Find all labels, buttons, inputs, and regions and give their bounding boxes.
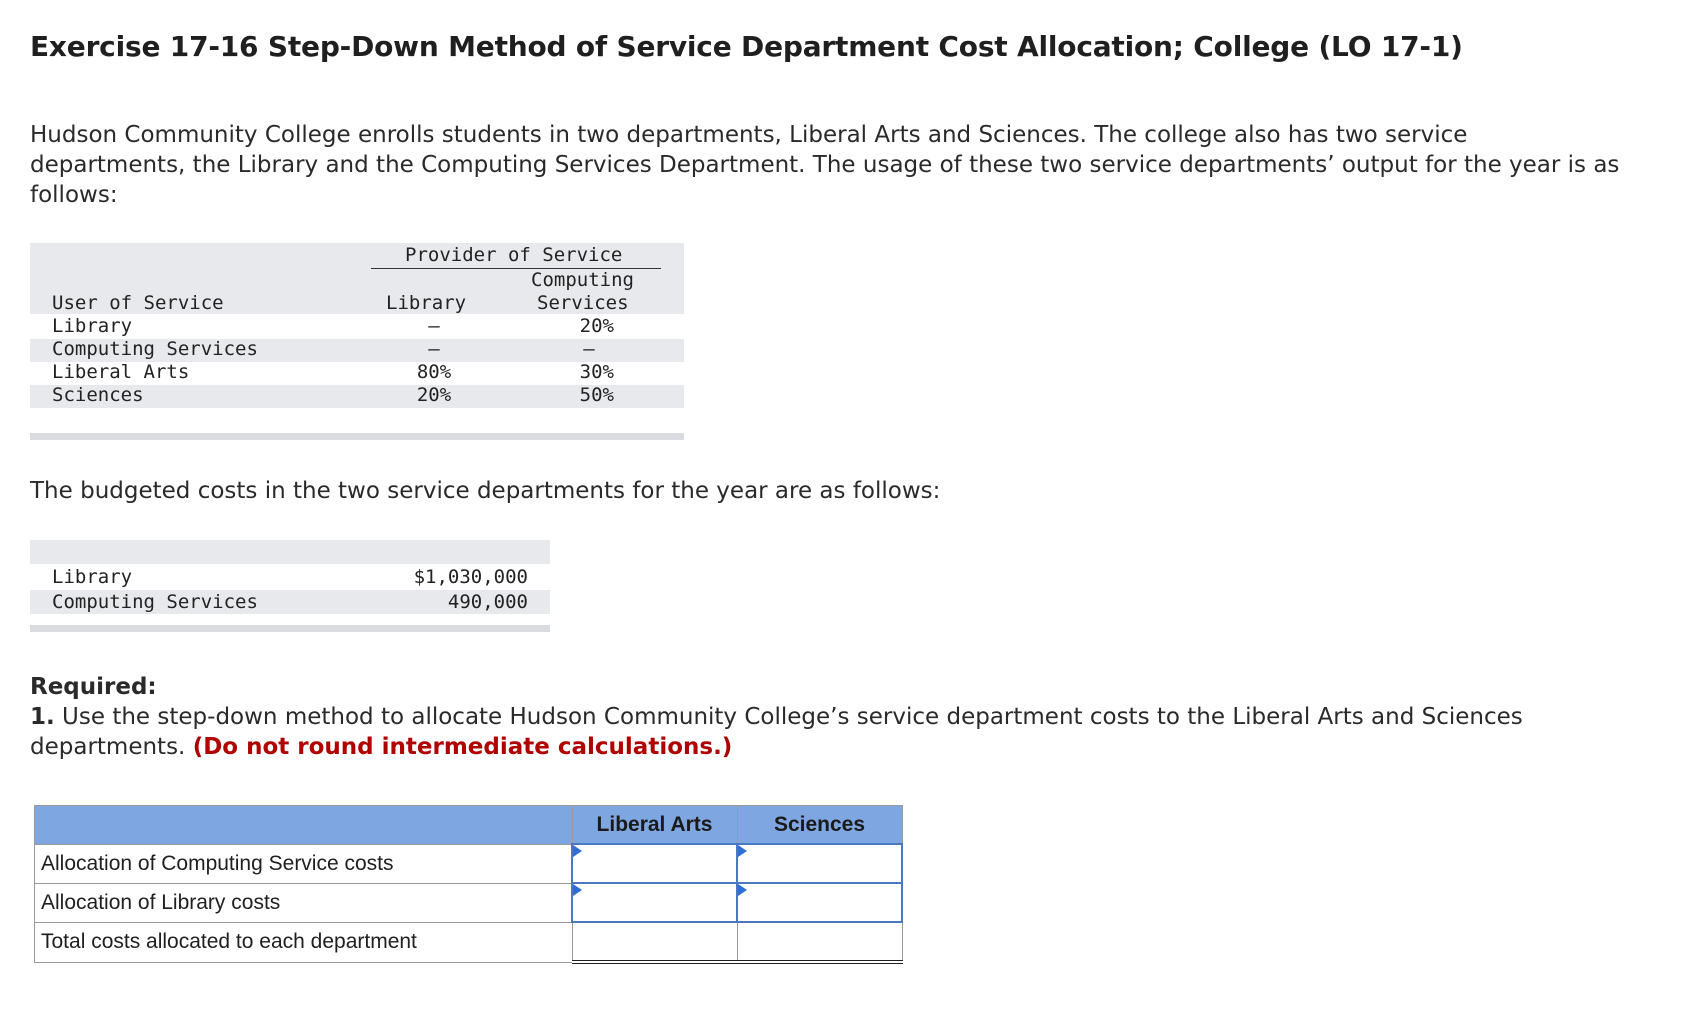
- usage-row-library: –: [428, 338, 440, 360]
- total-liberal-arts-cell: [572, 922, 737, 962]
- usage-row-library: –: [428, 315, 440, 337]
- computing-allocation-liberal-arts-cell[interactable]: [572, 844, 737, 883]
- answer-header-row: [35, 806, 903, 845]
- total-sciences-cell: [737, 922, 902, 962]
- required-section: [30, 672, 1630, 762]
- answer-row-label: Allocation of Library costs: [35, 883, 573, 922]
- budget-row-amount: $1,030,000: [413, 566, 528, 588]
- required-heading: Required:: [30, 674, 157, 700]
- answer-total-row: [35, 922, 903, 962]
- usage-row-library: 80%: [416, 361, 452, 383]
- computing-services-header-line1: Computing: [531, 269, 634, 291]
- library-allocation-liberal-arts-cell[interactable]: [572, 883, 737, 922]
- required-number: 1.: [30, 704, 55, 730]
- input-marker-icon: [738, 884, 747, 896]
- usage-row-computing: 30%: [579, 361, 614, 383]
- computing-services-header-line2: Services: [537, 292, 629, 314]
- usage-row-name: Liberal Arts: [52, 361, 190, 383]
- budget-intro-paragraph: The budgeted costs in the two service departments for the year are as follows:: [30, 478, 941, 504]
- library-allocation-sciences-input[interactable]: [738, 884, 901, 921]
- provider-of-service-header: Provider of Service: [405, 244, 623, 266]
- usage-row-computing: –: [583, 338, 595, 360]
- usage-table: [30, 243, 684, 441]
- budget-table-footer: [30, 625, 550, 632]
- usage-row-computing: 50%: [579, 384, 614, 406]
- budget-row-amount: 490,000: [447, 591, 528, 613]
- library-allocation-liberal-arts-input[interactable]: [573, 884, 736, 921]
- computing-allocation-sciences-input[interactable]: [738, 845, 901, 882]
- usage-row-computing: 20%: [579, 315, 614, 337]
- usage-row-library: 20%: [416, 384, 452, 406]
- budget-row-name: Library: [52, 566, 133, 588]
- usage-table-footer: [30, 433, 684, 440]
- answer-row: [35, 883, 903, 922]
- input-marker-icon: [738, 845, 747, 857]
- col-sciences-header: Sciences: [737, 806, 902, 845]
- answer-row: [35, 844, 903, 883]
- input-marker-icon: [573, 845, 582, 857]
- budget-header-band: [30, 540, 550, 564]
- usage-row-name: Sciences: [52, 384, 144, 406]
- answer-row-label: Allocation of Computing Service costs: [35, 844, 573, 883]
- budget-table: [30, 540, 550, 632]
- library-allocation-sciences-cell[interactable]: [737, 883, 902, 922]
- answer-header-blank: [35, 806, 573, 845]
- usage-row-name: Library: [52, 315, 133, 337]
- usage-row-name: Computing Services: [52, 338, 258, 360]
- exercise-title: Exercise 17-16 Step-Down Method of Service Department Cost Allocation; College (LO 17-1): [30, 30, 1463, 63]
- computing-allocation-sciences-cell[interactable]: [737, 844, 902, 883]
- required-item-1: [30, 702, 1630, 762]
- required-text: Use the step-down method to allocate Hudson Community College’s service department costs to the Liberal Arts and Sciences departments.: [30, 704, 1523, 760]
- col-liberal-arts-header: Liberal Arts: [572, 806, 737, 845]
- library-header: Library: [386, 292, 467, 314]
- user-of-service-header: User of Service: [52, 292, 224, 314]
- intro-paragraph: Hudson Community College enrolls students in two departments, Liberal Arts and Sciences. The college also has two service departments, the Library and the Computing Services Department. The usage of these two service departments’ output for the year is as follows:: [30, 122, 1620, 208]
- budget-row-name: Computing Services: [52, 591, 258, 613]
- required-note: (Do not round intermediate calculations.): [192, 734, 733, 760]
- input-marker-icon: [573, 884, 582, 896]
- answer-row-label: Total costs allocated to each department: [35, 922, 573, 962]
- answer-table: [34, 805, 903, 964]
- computing-allocation-liberal-arts-input[interactable]: [573, 845, 736, 882]
